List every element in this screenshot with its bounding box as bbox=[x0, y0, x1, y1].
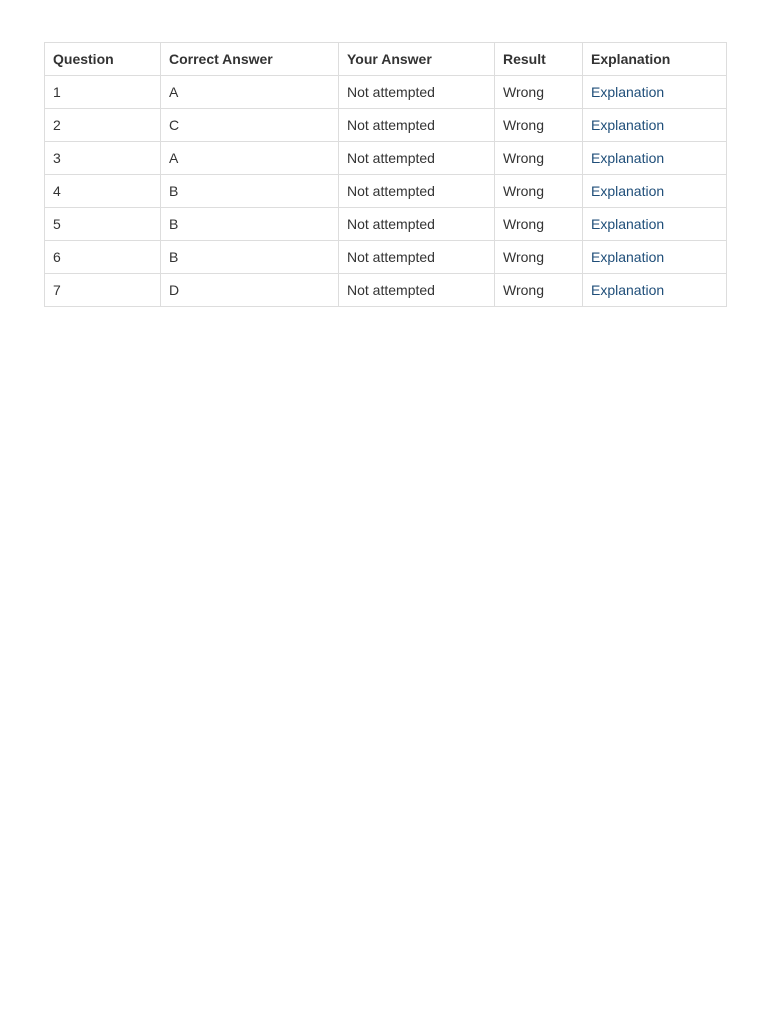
result: Wrong bbox=[495, 142, 583, 175]
your-answer: Not attempted bbox=[339, 175, 495, 208]
table-row bbox=[45, 109, 727, 142]
your-answer: Not attempted bbox=[339, 109, 495, 142]
header-question: Question bbox=[45, 43, 161, 76]
your-answer: Not attempted bbox=[339, 76, 495, 109]
your-answer: Not attempted bbox=[339, 208, 495, 241]
question-number: 5 bbox=[45, 208, 161, 241]
header-correct-answer: Correct Answer bbox=[161, 43, 339, 76]
table-row bbox=[45, 274, 727, 307]
question-number: 6 bbox=[45, 241, 161, 274]
question-number: 1 bbox=[45, 76, 161, 109]
correct-answer: B bbox=[161, 241, 339, 274]
header-result: Result bbox=[495, 43, 583, 76]
table-row bbox=[45, 208, 727, 241]
result: Wrong bbox=[495, 241, 583, 274]
result: Wrong bbox=[495, 274, 583, 307]
question-number: 4 bbox=[45, 175, 161, 208]
explanation-link[interactable]: Explanation bbox=[591, 84, 665, 100]
explanation-link[interactable]: Explanation bbox=[591, 249, 665, 265]
question-number: 7 bbox=[45, 274, 161, 307]
table-row bbox=[45, 175, 727, 208]
explanation-cell bbox=[583, 109, 727, 142]
your-answer: Not attempted bbox=[339, 241, 495, 274]
question-number: 2 bbox=[45, 109, 161, 142]
your-answer: Not attempted bbox=[339, 274, 495, 307]
your-answer: Not attempted bbox=[339, 142, 495, 175]
result: Wrong bbox=[495, 109, 583, 142]
correct-answer: D bbox=[161, 274, 339, 307]
explanation-cell bbox=[583, 142, 727, 175]
table-row bbox=[45, 241, 727, 274]
correct-answer: B bbox=[161, 175, 339, 208]
question-number: 3 bbox=[45, 142, 161, 175]
explanation-link[interactable]: Explanation bbox=[591, 216, 665, 232]
table-header bbox=[45, 43, 727, 76]
correct-answer: A bbox=[161, 76, 339, 109]
header-row bbox=[45, 43, 727, 76]
result: Wrong bbox=[495, 175, 583, 208]
table-row bbox=[45, 76, 727, 109]
result: Wrong bbox=[495, 76, 583, 109]
explanation-cell bbox=[583, 208, 727, 241]
results-table bbox=[44, 42, 727, 307]
explanation-cell bbox=[583, 76, 727, 109]
explanation-link[interactable]: Explanation bbox=[591, 117, 665, 133]
table-row bbox=[45, 142, 727, 175]
header-explanation: Explanation bbox=[583, 43, 727, 76]
header-your-answer: Your Answer bbox=[339, 43, 495, 76]
explanation-link[interactable]: Explanation bbox=[591, 183, 665, 199]
explanation-cell bbox=[583, 175, 727, 208]
correct-answer: B bbox=[161, 208, 339, 241]
correct-answer: C bbox=[161, 109, 339, 142]
explanation-cell bbox=[583, 241, 727, 274]
correct-answer: A bbox=[161, 142, 339, 175]
result: Wrong bbox=[495, 208, 583, 241]
explanation-cell bbox=[583, 274, 727, 307]
explanation-link[interactable]: Explanation bbox=[591, 150, 665, 166]
table-body bbox=[45, 76, 727, 307]
explanation-link[interactable]: Explanation bbox=[591, 282, 665, 298]
results-table-container bbox=[44, 42, 726, 307]
